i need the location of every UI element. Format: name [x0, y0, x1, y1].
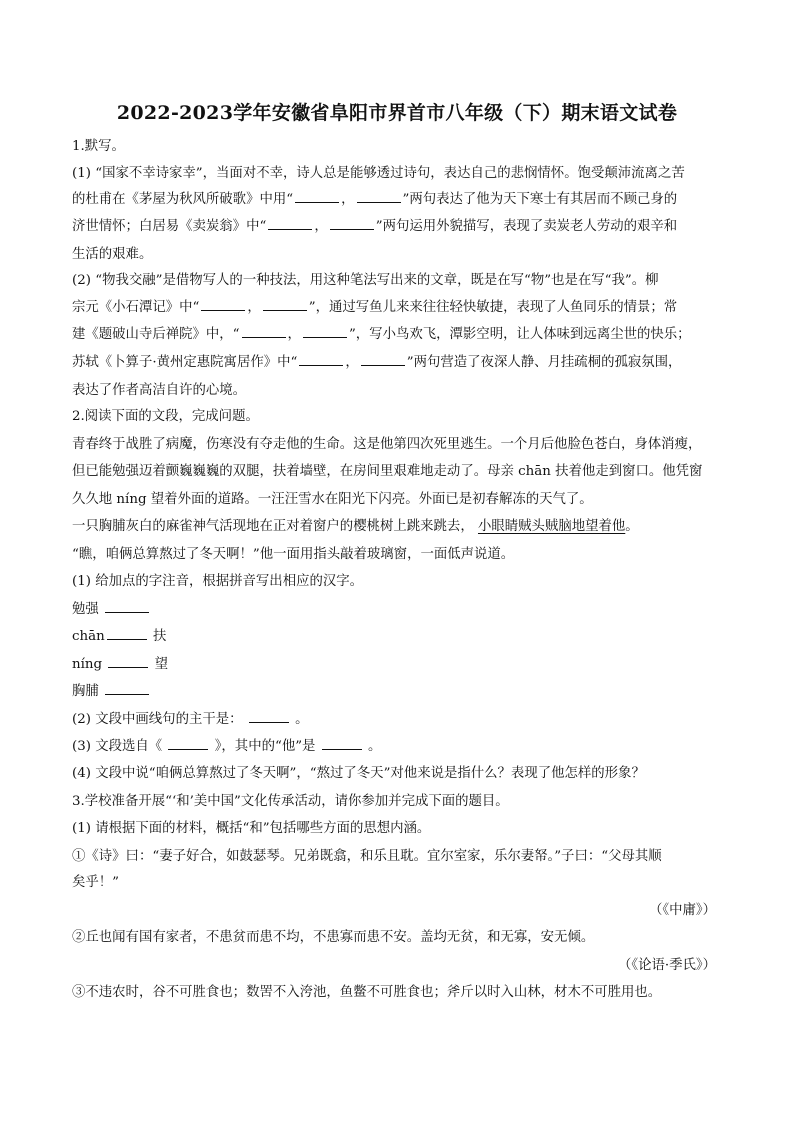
passage-line-2: 但已能勉强迈着颤巍巍巍的双腿，扶着墙壁，在房间里艰难地走动了。母亲 chān 扶着他走到窗口。他凭窗 — [72, 464, 703, 479]
answer-blank[interactable] — [357, 191, 401, 203]
word-item-1: 勉强 — [72, 601, 724, 619]
passage-line-5: “瞧，咱俩总算熬过了冬天啊！”他一面用指头敲着玻璃窗，一面低声说道。 — [72, 547, 515, 562]
question-1-heading: 1.默写。 — [72, 139, 125, 154]
passage-line-3: 久久地 níng 望着外面的道路。一汪汪雪水在阳光下闪亮。外面已是初春解冻的天气了。 — [72, 492, 593, 507]
q1-part2-line1: (2) “物我交融”是借物写人的一种技法，用这种笔法写出来的文章，既是在写“物”也是在写“我”。柳 — [72, 273, 659, 288]
answer-blank[interactable] — [105, 601, 149, 613]
q2-sub1: (1) 给加点的字注音，根据拼音写出相应的汉字。 — [72, 574, 364, 589]
q3-sub1: (1) 请根据下面的材料，概括“和”包括哪些方面的思想内涵。 — [72, 821, 431, 836]
material-1-source: （《中庸》） — [649, 903, 716, 918]
answer-blank[interactable] — [303, 326, 347, 338]
answer-blank[interactable] — [263, 299, 307, 311]
answer-blank[interactable] — [242, 326, 286, 338]
answer-blank[interactable] — [249, 711, 289, 723]
answer-blank[interactable] — [322, 738, 362, 750]
answer-blank[interactable] — [201, 299, 245, 311]
answer-blank[interactable] — [107, 628, 147, 640]
q1-part2-line4: 苏轼《卜算子·黄州定惠院寓居作》中“ ， ”两句营造了夜深人静、月挂疏桐的孤寂氛围， — [72, 355, 682, 370]
answer-blank[interactable] — [295, 191, 339, 203]
material-3-line-1: ③不违农时，谷不可胜食也；数罟不入洿池，鱼鳖不可胜食也；斧斤以时入山林，材木不可胜用也。 — [72, 985, 662, 1000]
question-3-heading: 3.学校准备开展“‘和’美中国”文化传承活动，请你参加并完成下面的题目。 — [72, 794, 509, 809]
q1-part1-line4: 生活的艰难。 — [72, 247, 153, 262]
q1-part2-line2: 宗元《小石潭记》中“ ， ”，通过写鱼儿来来往往轻快敏捷，表现了人鱼同乐的情景；常 — [72, 300, 678, 315]
material-1-line-1: ①《诗》曰：“妻子好合，如鼓瑟琴。兄弟既翕，和乐且耽。宜尔室家，乐尔妻帑。”子曰：“父母其顺 — [72, 849, 662, 864]
answer-blank[interactable] — [330, 218, 374, 230]
q1-part2-line5: 表达了作者高洁自许的心境。 — [72, 383, 247, 398]
q2-sub4: (4) 文段中说“咱俩总算熬过了冬天啊”，“熬过了冬天”对他来说是指什么？表现了他怎样的形象？ — [72, 766, 645, 781]
q1-part1-line2: 的杜甫在《茅屋为秋风所破歌》中用“ ， ”两句表达了他为天下寒士有其居而不顾己身的 — [72, 192, 678, 207]
word-item-4: 胸脯 — [72, 683, 724, 701]
word-item-2: chān 扶 — [72, 629, 167, 644]
passage-line-1: 青春终于战胜了病魔，伤寒没有夺走他的生命。这是他第四次死里逃生。一个月后他脸色苍白，身体消瘦， — [72, 437, 702, 452]
q2-sub3: (3) 文段选自《 》，其中的“他”是 。 — [72, 739, 382, 754]
underlined-sentence: 小眼睛贼头贼脑地望着他 — [477, 519, 626, 534]
answer-blank[interactable] — [268, 218, 312, 230]
question-2-heading: 2.阅读下面的文段，完成问题。 — [72, 409, 259, 424]
material-1-line-2: 矣乎！” — [72, 875, 120, 890]
answer-blank[interactable] — [361, 354, 405, 366]
q1-part2-line3: 建《题破山寺后禅院》中，“ ， ”，写小鸟欢飞，潭影空明，让人体味到远离尘世的快乐； — [72, 327, 691, 342]
answer-blank[interactable] — [108, 656, 148, 668]
answer-blank[interactable] — [105, 683, 149, 695]
answer-blank[interactable] — [299, 354, 343, 366]
q1-part1-line1: (1) “国家不幸诗家幸”，当面对不幸，诗人总是能够透过诗句，表达自己的悲悯情怀。饱受颠沛流离之苦 — [72, 166, 685, 181]
material-2-source: （《论语·季氏》） — [618, 958, 716, 973]
material-2-line-1: ②丘也闻有国有家者，不患贫而患不均，不患寡而患不安。盖均无贫，和无寡，安无倾。 — [72, 930, 595, 945]
page-title: 2022-2023学年安徽省阜阳市界首市八年级（下）期末语文试卷 — [116, 102, 678, 124]
q2-sub2: (2) 文段中画线句的主干是： 。 — [72, 712, 309, 727]
answer-blank[interactable] — [168, 738, 208, 750]
q1-part1-line3: 济世情怀；白居易《卖炭翁》中“ ， ”两句运用外貌描写，表现了卖炭老人劳动的艰辛和 — [72, 219, 678, 234]
passage-line-4: 一只胸脯灰白的麻雀神气活现地在正对着窗户的樱桃树上跳来跳去， 小眼睛贼头贼脑地望着他。 — [72, 519, 639, 534]
word-item-3: níng 望 — [72, 657, 169, 672]
